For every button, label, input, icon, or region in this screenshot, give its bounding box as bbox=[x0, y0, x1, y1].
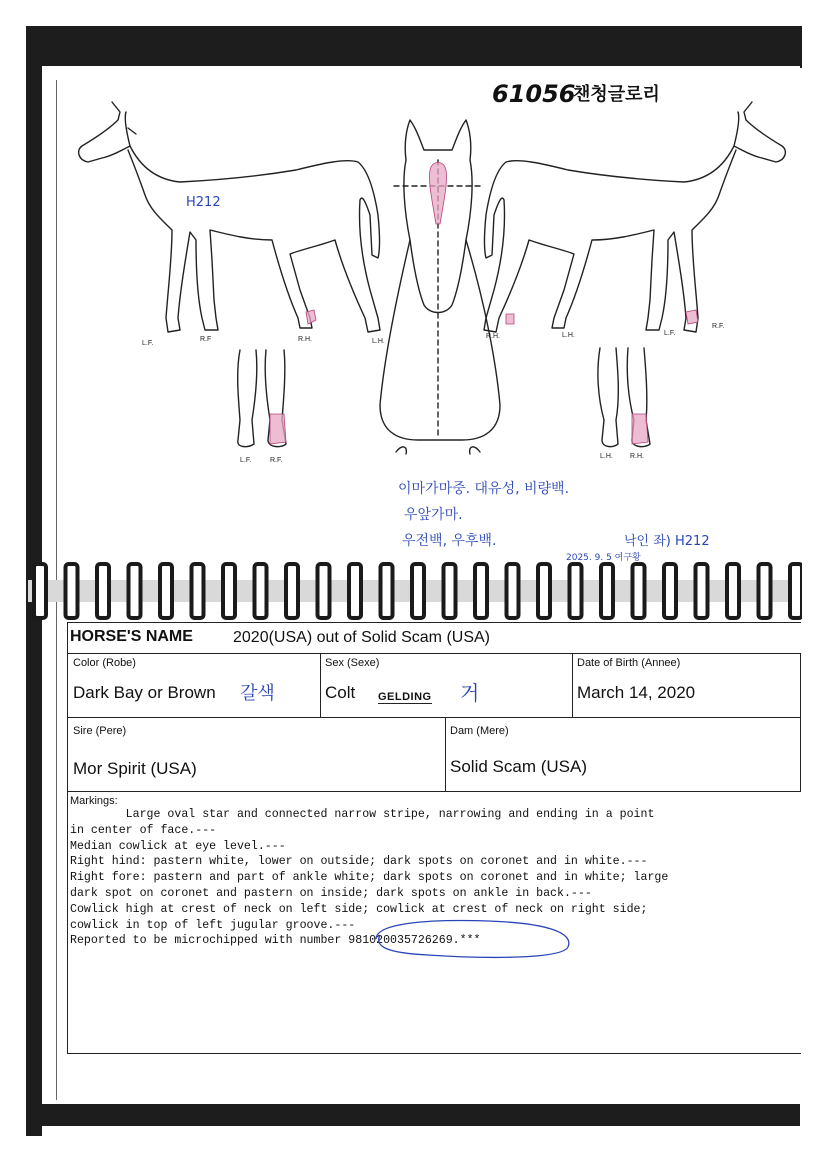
binding-coil bbox=[538, 564, 550, 618]
sex-stamp: GELDING bbox=[378, 691, 432, 703]
binding-coil bbox=[790, 564, 802, 618]
dob-cell bbox=[572, 653, 801, 718]
color-annotation: 갈색 bbox=[240, 683, 275, 704]
binding-coil bbox=[223, 564, 235, 618]
left-view-right-hind-white bbox=[306, 310, 316, 324]
leg-label-rf-front: R.F. bbox=[270, 457, 283, 464]
binding-coil bbox=[34, 564, 46, 618]
binding-coil bbox=[507, 564, 519, 618]
leg-label-lh-right: L.H. bbox=[562, 332, 575, 339]
binding-coil bbox=[97, 564, 109, 618]
binding-coil bbox=[601, 564, 613, 618]
binding-coil bbox=[475, 564, 487, 618]
binding-coil bbox=[570, 564, 582, 618]
sex-annotation: 거 bbox=[460, 681, 480, 705]
leg-label-lf-front: L.F. bbox=[240, 457, 252, 464]
binding-coil bbox=[160, 564, 172, 618]
dam-label: Dam (Mere) bbox=[450, 725, 509, 737]
binding-coil bbox=[412, 564, 424, 618]
markings-text: Large oval star and connected narrow stripe, narrowing and ending in a point in center of face.--- Median cowlick at eye level.--- Right hind: pastern white, lower on outside; dark spots on coronet and in white.--- Right fore: pastern and part of ankle white; dark spots on coronet and in white; large dark spot on coronet and pastern on inside; dark spots on ankle in back.--- Cowlick high at crest of neck on left side; cowlick at crest of neck on right side; cowlick in top of left jugular groove.--- Reported to be microchipped with number 981020035726269.*** bbox=[70, 808, 669, 948]
binding-coil bbox=[349, 564, 361, 618]
handwritten-note-line-5: 2025. 9. 5 여구황 bbox=[566, 553, 641, 563]
spiral-binding bbox=[28, 560, 802, 620]
front-legs-right-fore-white bbox=[270, 414, 286, 444]
leg-label-lh-hind: L.H. bbox=[600, 453, 613, 460]
leg-label-lf-right: L.F. bbox=[664, 330, 676, 337]
sex-cell bbox=[320, 653, 573, 718]
leg-label-lh-left: L.H. bbox=[372, 338, 385, 345]
color-cell bbox=[68, 653, 321, 718]
handwritten-note-line-3: 우전백, 우후백. bbox=[402, 533, 497, 549]
horse-diagram bbox=[0, 0, 815, 470]
dam-value: Solid Scam (USA) bbox=[450, 757, 587, 776]
binding-coil bbox=[664, 564, 676, 618]
handwritten-note-line-2: 우앞가마. bbox=[404, 507, 463, 523]
markings-label: Markings: bbox=[70, 795, 118, 807]
left-side-horse-outline bbox=[79, 102, 380, 332]
binding-coil bbox=[192, 564, 204, 618]
sire-cell bbox=[68, 717, 446, 792]
color-label: Color (Robe) bbox=[73, 657, 136, 669]
dob-label: Date of Birth (Annee) bbox=[577, 657, 681, 669]
leg-label-rh-hind: R.H. bbox=[630, 453, 644, 460]
binding-coil bbox=[129, 564, 141, 618]
leg-label-rh-right: R.H. bbox=[486, 333, 500, 340]
right-view-right-hind-white bbox=[506, 314, 514, 324]
leg-label-lf-left: L.F. bbox=[142, 340, 154, 347]
brand-code-left: H212 bbox=[186, 195, 221, 210]
right-side-horse-outline bbox=[484, 102, 785, 332]
binding-coil bbox=[696, 564, 708, 618]
facial-star-stripe bbox=[429, 163, 446, 225]
reference-name: 챈청글로리 bbox=[573, 84, 660, 105]
microchip-circle-annotation bbox=[368, 915, 578, 963]
leg-label-rf-right: R.F. bbox=[712, 323, 725, 330]
handwritten-note-line-1: 이마가마중. 대유성, 비량백. bbox=[398, 481, 570, 497]
binding-coil bbox=[286, 564, 298, 618]
handwritten-note-line-4: 낙인 좌) H212 bbox=[624, 534, 710, 549]
hind-legs-right-hind-white bbox=[632, 414, 648, 444]
leg-label-rf-left: R.F bbox=[200, 336, 212, 343]
binding-coil bbox=[318, 564, 330, 618]
sire-value: Mor Spirit (USA) bbox=[73, 759, 197, 778]
sex-label: Sex (Sexe) bbox=[325, 657, 380, 669]
binding-coil bbox=[759, 564, 771, 618]
binding-coil bbox=[66, 564, 78, 618]
binding-coil bbox=[633, 564, 645, 618]
registration-form bbox=[67, 622, 801, 1054]
dob-value: March 14, 2020 bbox=[577, 683, 696, 702]
dam-cell bbox=[445, 717, 801, 792]
color-value: Dark Bay or Brown bbox=[73, 683, 216, 702]
binding-coil bbox=[381, 564, 393, 618]
leg-label-rh-left: R.H. bbox=[298, 336, 312, 343]
horse-name-label: HORSE'S NAME bbox=[70, 628, 193, 645]
reference-number: 61056 bbox=[492, 80, 576, 108]
sex-value: Colt bbox=[325, 683, 356, 702]
horse-name-value: 2020(USA) out of Solid Scam (USA) bbox=[233, 629, 490, 646]
binding-coil bbox=[255, 564, 267, 618]
scan-shadow-bottom bbox=[30, 1104, 800, 1126]
binding-coil bbox=[727, 564, 739, 618]
sire-label: Sire (Pere) bbox=[73, 725, 127, 737]
right-view-right-fore-white bbox=[686, 310, 698, 324]
binding-coil bbox=[444, 564, 456, 618]
horse-name-row bbox=[68, 623, 801, 654]
